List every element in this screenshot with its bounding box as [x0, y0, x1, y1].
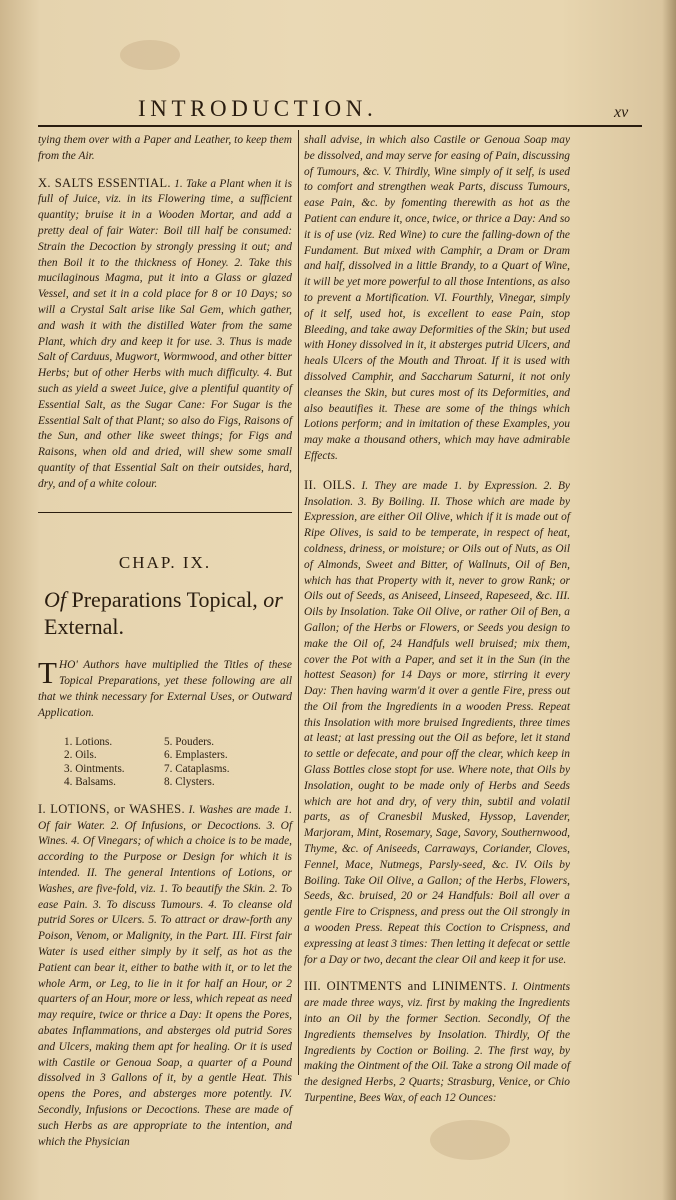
- page-number: xv: [614, 104, 629, 121]
- contents-item: 7. Cataplasms.: [164, 762, 230, 775]
- contents-item: 3. Ointments.: [64, 762, 125, 775]
- intro-paragraph: [38, 655, 292, 721]
- section-heading: I. LOTIONS, or WASHES.: [38, 801, 185, 816]
- running-head: INTRODUCTION.: [138, 96, 378, 121]
- paper-stain: [430, 1120, 510, 1160]
- chapter-divider-rule: [38, 512, 292, 513]
- column-divider: [298, 130, 299, 1075]
- chapter-title-of: Of: [44, 587, 66, 613]
- section-body: 1. Take a Plant when it is full of Juice, viz. in its Flowering time, a sufficient quantity; bruise it in a Wooden Mortar, and add a pretty deal of fair Water: Boil till half be consumed: Strain the Decoction by strongly pressing it out; and then Boil it to the thickness of Honey. 2. Take this mucilaginous Magma, put it into a Glass or glazed Vessel, and set it in a cold place for 8 or 10 Days; so will a Crystal Salt arise like Sal Gem, which gather, and wash it with the distilled Water from the same Plant, which dry and keep it for use. 3. Thus is made Salt of Carduus, Mugwort, Wormwood, and other bitter Herbs; but of other Herbs with much difficulty. 4. But such as yield a sweet Juice, give a plentiful quantity of Essential Salt, as the Sugar Cane: For Sugar is the Essential Salt of that Plant; so also do Figs, Raisons of the Sun, and other like sweet things; for Figs and Raisons, when old and dried, will shew some small quantity of that Essential Salt on their outsides, hard, dry, and of a white colour.: [38, 177, 293, 490]
- chapter-title: [44, 586, 292, 640]
- chapter-title-main: Preparations Topical,: [66, 587, 258, 613]
- left-column: [38, 133, 292, 1150]
- continuation-text: shall advise, in which also Castile or Genoua Soap may be dissolved, and may serve for easing of Pain, discussing of Tumours, &c. V. Thirdly, Wine simply of it self, is used to comfort and strengthen weak Parts, discuss Tumours, ease Pain, &c. by fomenting therewith as hot as the Patient can endure it, once, twice, or thrice a Day: And so it is of use (viz. Red Wine) to cure the falling-down of the Fundament. But mixed with Camphir, a Dram or Dram and half, dissolved in a little Brandy, to a Quart of Wine, it will be yet more powerful to all those Intentions, as also to prevent a Mortification. VI. Fourthly, Vinegar, simply of it self, used hot, is excellent to ease Pain, stop Bleeding, and take away Deformities of the Skin; but used with Honey dissolved in it, it absterges putrid Ulcers, and heals Ulcers of the Mouth and Throat. If it is used with dissolved Camphir, and Saccharum Saturni, it not only cleanses the Skin, but cures most of its Deformities, and also beautifies it. These are some of the things which Lotions perform; and in imitation of these Examples, you may make a thousand others, which may have admirable Effects.: [304, 134, 570, 462]
- section-heading: III. OINTMENTS and LINIMENTS.: [304, 979, 507, 994]
- paper-stain: [120, 40, 180, 70]
- right-column: [304, 133, 570, 1107]
- section-heading: X. SALTS ESSENTIAL.: [38, 175, 171, 190]
- contents-item: 4. Balsams.: [64, 776, 116, 789]
- header-rule: [38, 125, 642, 127]
- contents-item: 6. Emplasters.: [164, 749, 228, 762]
- salts-essential-section: [38, 176, 292, 493]
- contents-item: 5. Pouders.: [164, 735, 215, 748]
- contents-list: [64, 736, 264, 790]
- page-edge-shadow: [662, 0, 676, 1200]
- section-heading: II. OILS.: [304, 477, 356, 492]
- section-body: I. Washes are made 1. Of fair Water. 2. Of Infusions, or Decoctions. 3. Of Wines. 4. Of Vinegars; of which a choice is to be made, according to the Purpose or Design for which it is intended. II. The general Intentions of Lotions, or Washes, are five-fold, viz. 1. To beautify the Skin. 2. To ease Pain. 3. To discuss Tumours. 4. To cleanse old putrid Sores or Ulcers. 5. To attract or draw-forth any Poison, Venom, or Malignity, in the Part. III. First fair Water is used either simply by it self, as hot as the Patient can bear it, either to bathe with it, or to let the whole Arm, or Leg, to lie in it for half an Hour, or 2 quarters of an Hour, more or less, which repeat as need may require, twice or thrice a Day: It opens the Pores, abates Inflammations, and absterges old putrid Sores and Ulcers, making them apt for healing. Or it is used with Castile or Genoua Soap, a quarter of a Pound dissolved in 3 Gallons of it, by a gentle Heat. This opens the Pores, and absterges more potently. IV. Secondly, Infusions or Decoctions. These are made of such Herbs as are appropriate to the intention, and which the Physician: [38, 803, 293, 1148]
- section-body: I. Ointments are made three ways, viz. first by making the Ingredients into an Oil by the former Section. Secondly, Of the Ingredients themselves by Insolation. Thirdly, Of the Ingredients by Coction or Boiling. 2. The first way, by making the Ointment of the Oil. Take a strong Oil made of the designed Herbs, 2 Quarts; Strasburg, Venice, or Chio Turpentine, Bees Wax, of each 12 Ounces:: [304, 981, 570, 1105]
- chapter-title-end: External.: [44, 614, 125, 640]
- chapter-title-or: or: [257, 587, 283, 613]
- intro-text: HO' Authors have multiplied the Titles of these Topical Preparations, yet these following are all that we think necessary for External Uses, or Outward Application.: [38, 659, 292, 719]
- drop-cap: T: [38, 655, 57, 691]
- ointments-section: [304, 979, 570, 1106]
- section-body: I. They are made 1. by Expression. 2. By Insolation. 3. By Boiling. II. Those which are made by Expression, are either Oil Olive, which if it is made out of Ripe Olives, is said to be temperate, in respect of heat, coldness, driness, or moisture; or Oils out of Nuts, as Oil of Almonds, Sweet and Bitter, of Wallnuts, Oil of Ben, which has that Property with it, never to grow Rank; or Oils out of Seeds, as Aniseed, Linseed, Rapeseed, &c. III. Oils by Insolation. Take Oil Olive, or rather Oil of Ben, a Gallon; of the Herbs or Flowers, or Seeds you design to make the Oil of, 24 Handfuls well bruised; mix them, cover the Pot with a Paper, and set it in the Sun (in the hottest Season) for 14 Days or more, stirring it every Day: Then having warm'd it over a gentle Fire, press out the Oil from the Ingredients in a wooden Press. Repeat this Insolation with more bruised Ingredients, three times at least; at last pressing out the Oil as before, let it stand to settle or defecate, and pour off the clear, which keep in Glass Bottles close stopt for use. Where note, that Oils by Insolation, ought to be made only of Herbs and Seeds which are hot and dry, of very thin, subtil and volatil parts, as of Cranesbil Musked, Hyssop, Lavender, Marjoram, Mint, Rosemary, Sage, Savory, Southernwood, Thyme, &c. of Aniseeds, Carraways, Coriander, Cloves, Fennel, Mace, Nutmegs, Parsly-seed, &c. IV. Oils by Boiling. Take Oil Olive, a Gallon; of the Herbs, Flowers, Seeds, &c. bruised, 20 or 24 Handfuls: Boil all over a gentle Fire to Crispness, and press out the Oil strongly in a wooden Press. Repeat this Coction to Crispness, and expressing at least 3 times: Then letting it defecat or settle for a Day or two, decant the clear Oil and keep it for use.: [304, 479, 570, 966]
- chapter-label: CHAP. IX.: [118, 552, 212, 572]
- contents-item: 8. Clysters.: [164, 776, 215, 789]
- oils-section: [304, 478, 570, 969]
- lotions-section: [38, 802, 292, 1151]
- contents-item: 1. Lotions.: [64, 735, 113, 748]
- contents-item: 2. Oils.: [64, 749, 97, 762]
- continuation-text: tying them over with a Paper and Leather, to keep them from the Air.: [38, 134, 292, 162]
